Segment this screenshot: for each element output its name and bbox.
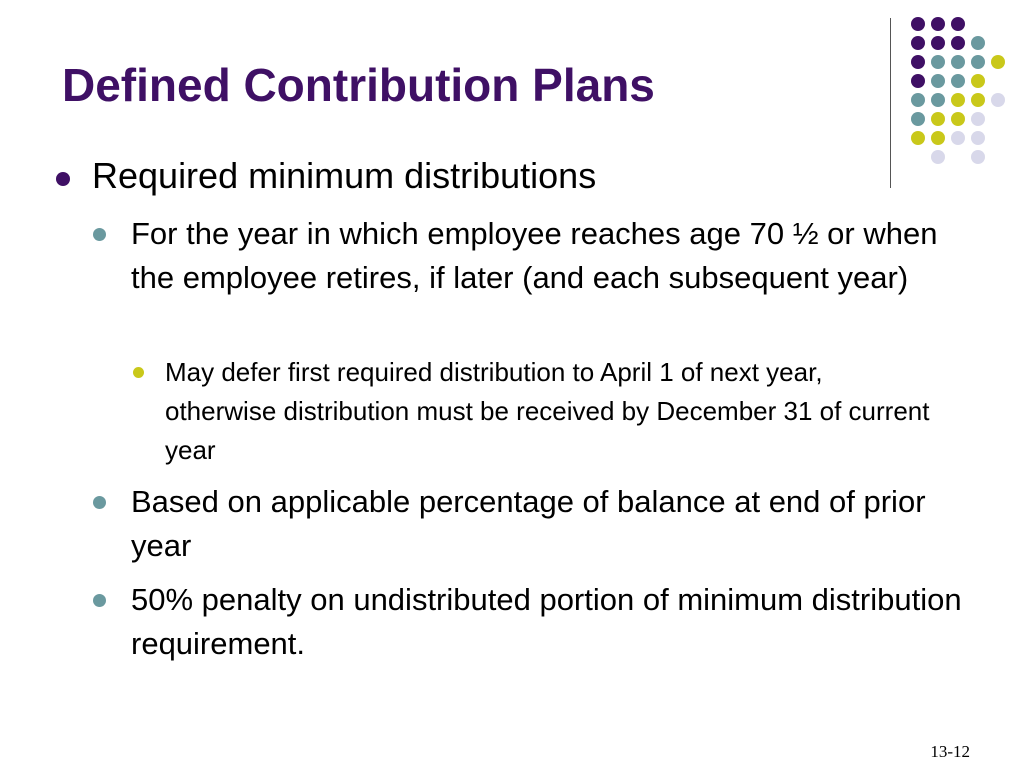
decorative-dot [971,112,985,126]
decorative-dot [931,74,945,88]
decorative-dot [951,112,965,126]
decorative-dot [951,131,965,145]
bullet-subitem-defer [133,353,933,470]
decorative-dot [951,55,965,69]
bullet-text: Required minimum distributions [92,155,597,196]
decorative-dot [951,17,965,31]
decorative-dot [951,74,965,88]
bullet-text: May defer first required distribution to April 1 of next year, otherwise distribution must be received by December 31 of current year [165,357,930,465]
decorative-dot [931,17,945,31]
decorative-dot [971,150,985,164]
decorative-dot [911,93,925,107]
decorative-dot [971,36,985,50]
decorative-dot [931,55,945,69]
decorative-dot [931,112,945,126]
bullet-icon [93,496,106,509]
decorative-dot [931,150,945,164]
bullet-text: 50% penalty on undistributed portion of minimum distribution requirement. [131,582,962,661]
decorative-dot [911,112,925,126]
bullet-icon [56,172,70,186]
decorative-dot [951,36,965,50]
bullet-icon [93,228,106,241]
decorative-dot [971,93,985,107]
bullet-item-penalty [93,578,963,666]
bullet-icon [133,367,144,378]
decorative-dot [971,74,985,88]
decorative-dot [911,74,925,88]
decorative-dot [931,36,945,50]
bullet-item-age [93,212,963,300]
decorative-dot [911,55,925,69]
decorative-dot [911,36,925,50]
decorative-dot [991,55,1005,69]
bullet-icon [93,594,106,607]
decorative-dot [971,131,985,145]
bullet-item-percentage [93,480,963,568]
bullet-text: For the year in which employee reaches age 70 ½ or when the employee retires, if later (and each subsequent year) [131,216,938,295]
bullet-level1 [56,154,916,198]
decorative-dot [911,17,925,31]
decorative-dot [951,93,965,107]
decorative-dot [931,93,945,107]
decorative-dot [911,131,925,145]
page-number: 13-12 [930,742,970,761]
bullet-text: Based on applicable percentage of balance at end of prior year [131,484,926,563]
decorative-dot [991,93,1005,107]
decorative-dot [971,55,985,69]
slide-title: Defined Contribution Plans [62,59,655,111]
decorative-dot [931,131,945,145]
